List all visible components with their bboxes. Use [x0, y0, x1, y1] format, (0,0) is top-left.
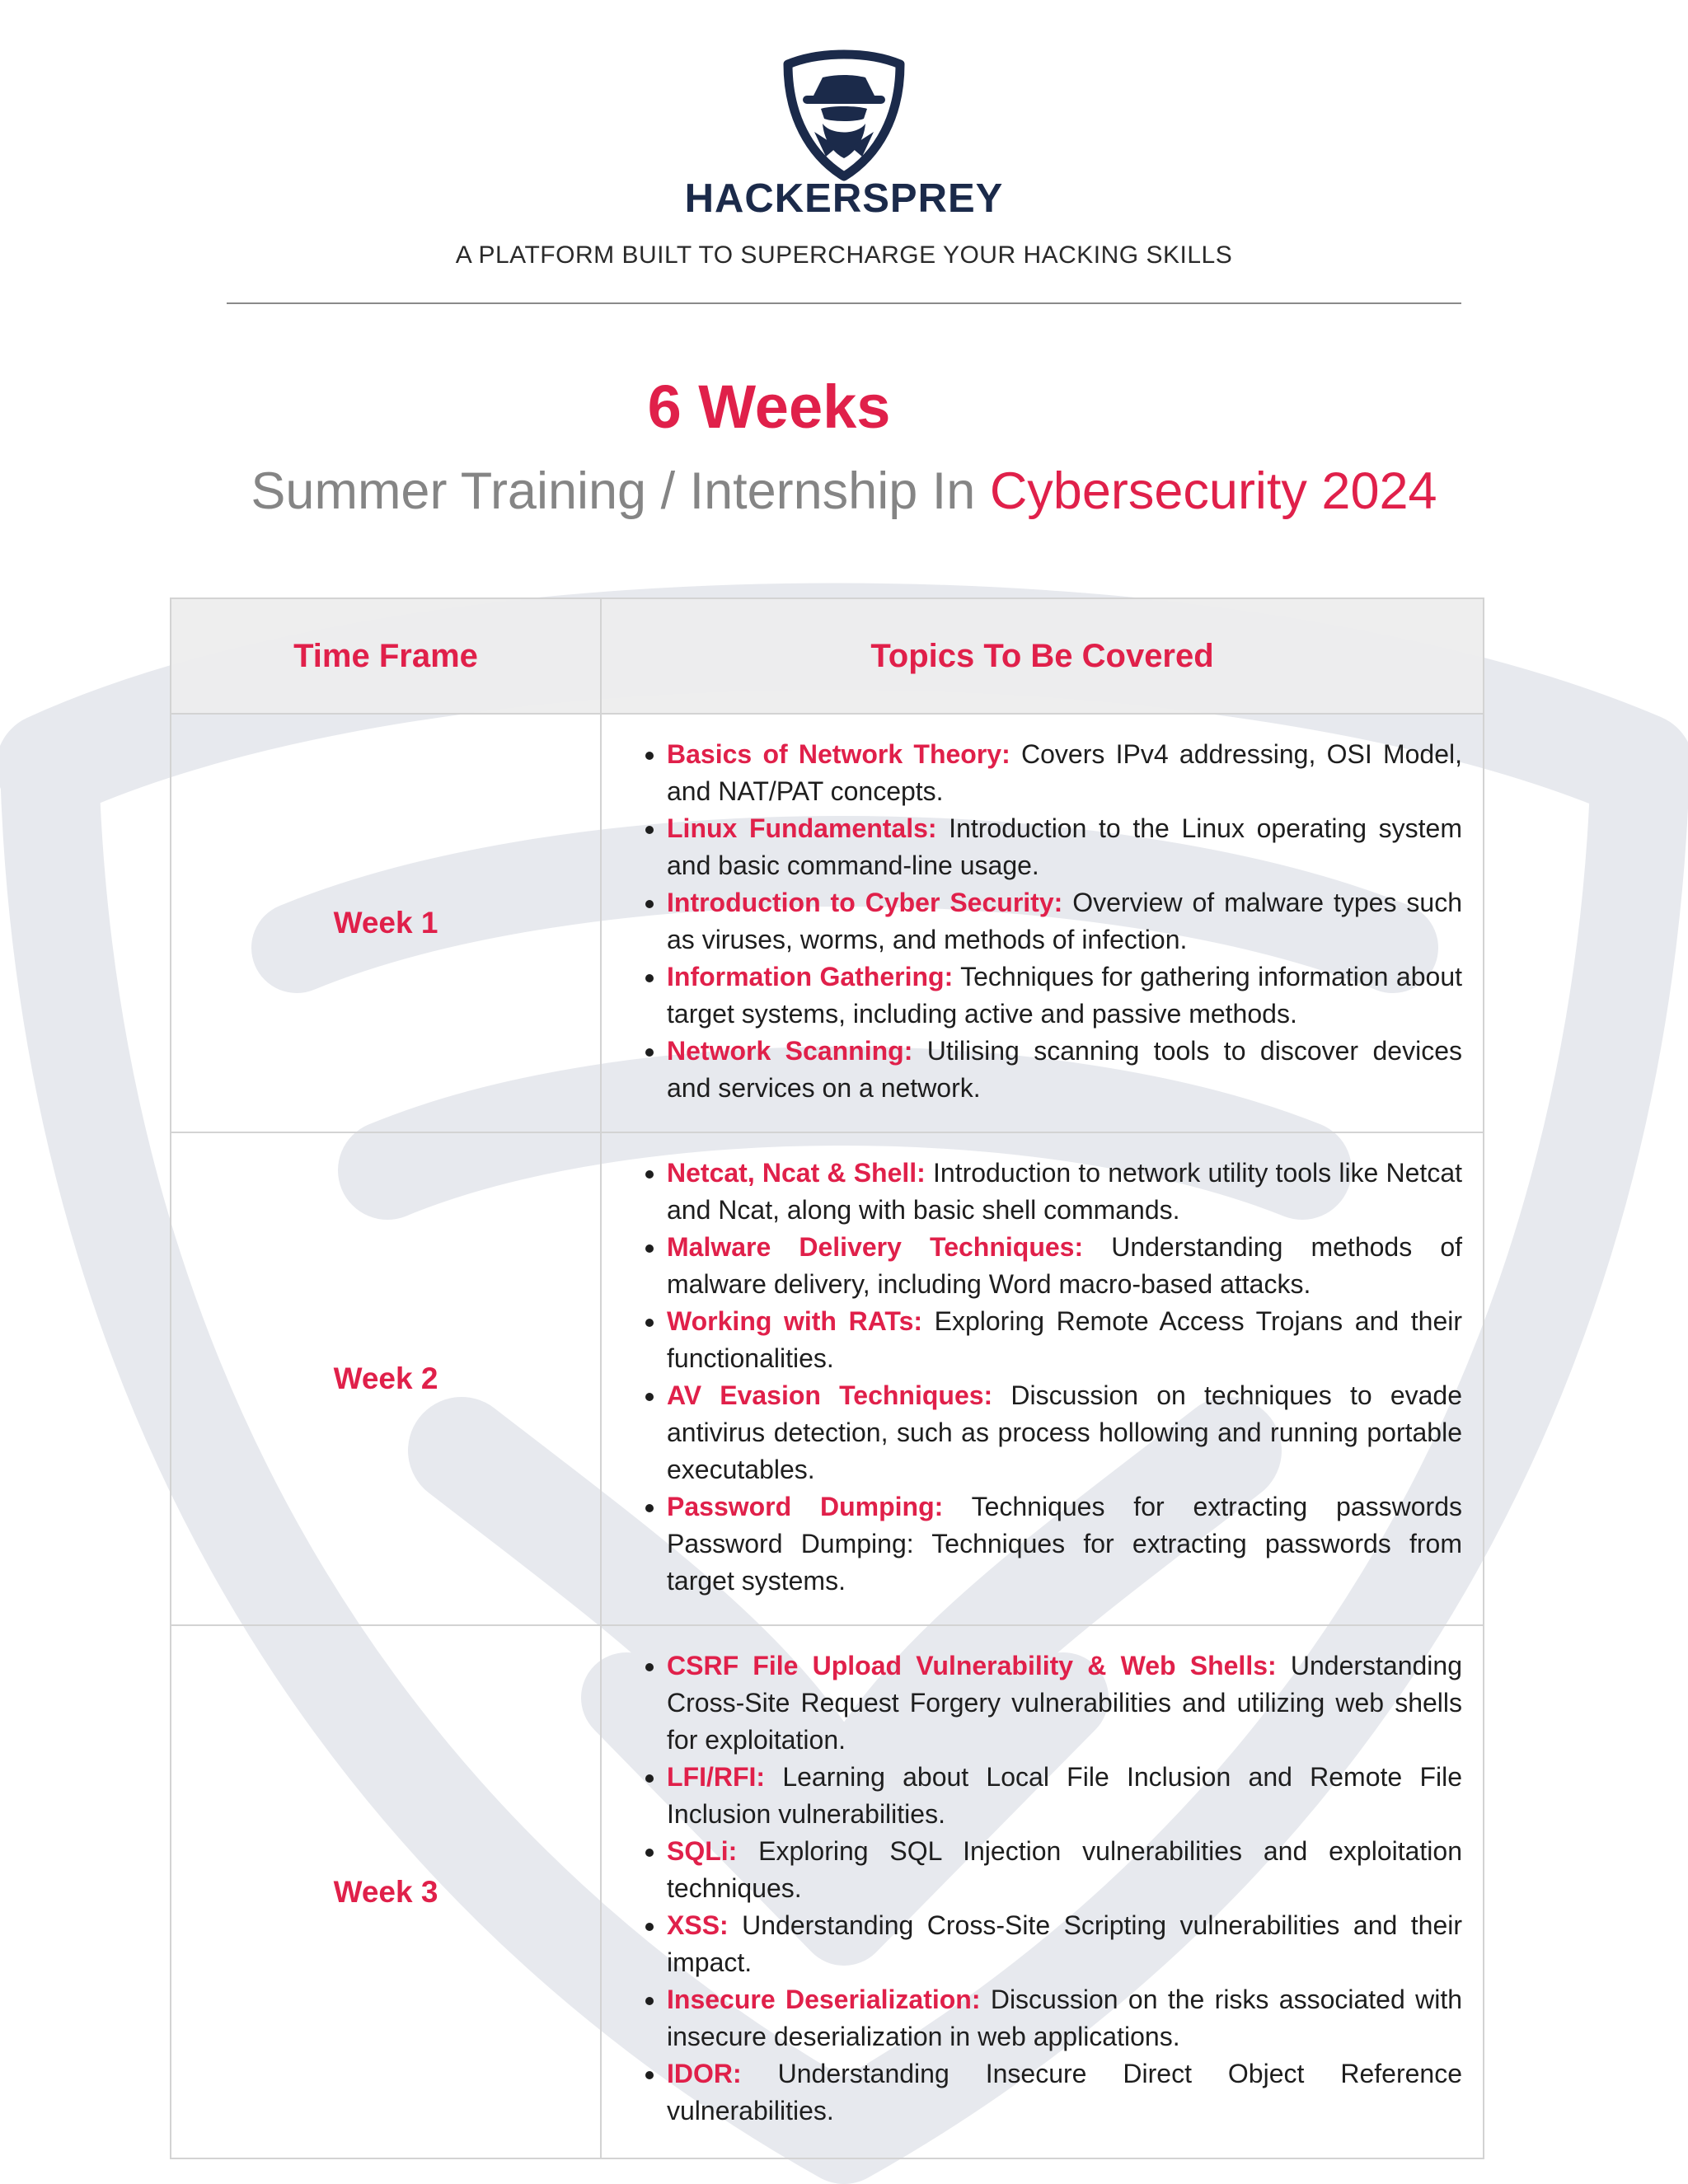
week-label: Week 1: [171, 714, 601, 1132]
topic-title: LFI/RFI:: [667, 1762, 766, 1792]
topic-list: [602, 1133, 1483, 1621]
program-title-prefix: Summer Training / Internship In: [251, 462, 990, 520]
topic-item: [667, 884, 1462, 958]
brand-name: HACKERSPREY: [684, 176, 1004, 221]
topic-description: Understanding methods of malware delivery, including Word macro-based attacks.: [667, 1232, 1463, 1299]
topic-title: Network Scanning:: [667, 1036, 913, 1066]
week-label: Week 2: [171, 1132, 601, 1625]
topic-title: AV Evasion Techniques:: [667, 1380, 993, 1410]
topic-list: [602, 1626, 1483, 2151]
topic-description: Understanding Cross-Site Scripting vulnerabilities and their impact.: [667, 1910, 1462, 1977]
topic-title: Working with RATs:: [667, 1306, 923, 1336]
topic-title: Malware Delivery Techniques:: [667, 1232, 1084, 1262]
topic-item: [667, 1033, 1462, 1107]
program-title-accent: Cybersecurity 2024: [989, 462, 1437, 520]
topic-description: Introduction to the Linux operating system and basic command-line usage.: [667, 813, 1463, 880]
topic-item: [667, 736, 1462, 810]
topic-item: [667, 1647, 1462, 1759]
topic-description: Introduction to network utility tools like Netcat and Ncat, along with basic shell commands.: [667, 1158, 1463, 1225]
table-header-row: [171, 598, 1484, 714]
topic-title: Linux Fundamentals:: [667, 813, 937, 843]
topic-description: Techniques for gathering information about target systems, including active and passive methods.: [667, 962, 1463, 1029]
topic-title: CSRF File Upload Vulnerability & Web Shells:: [667, 1651, 1277, 1680]
topic-description: Overview of malware types such as viruses, worms, and methods of infection.: [667, 888, 1463, 954]
topic-title: Introduction to Cyber Security:: [667, 888, 1063, 917]
topic-description: Understanding Cross-Site Request Forgery vulnerabilities and utilizing web shells for exploitation.: [667, 1651, 1463, 1755]
program-title: [0, 462, 1688, 521]
topic-description: Exploring Remote Access Trojans and their functionalities.: [667, 1306, 1463, 1373]
topic-item: [667, 1833, 1462, 1907]
brand-tagline: A PLATFORM BUILT TO SUPERCHARGE YOUR HACKING SKILLS: [455, 241, 1233, 269]
topic-item: [667, 1981, 1462, 2055]
topic-item: [667, 810, 1462, 884]
header-divider: [227, 302, 1461, 304]
table-row: [171, 1132, 1484, 1625]
topic-item: [667, 1377, 1462, 1488]
topic-description: Techniques for extracting passwords Password Dumping: Techniques for extracting passwords from target systems.: [667, 1492, 1463, 1596]
topic-item: [667, 1759, 1462, 1833]
topic-title: XSS:: [667, 1910, 729, 1940]
topic-title: IDOR:: [667, 2059, 742, 2088]
topic-item: [667, 1907, 1462, 1981]
topics-cell: [601, 1132, 1484, 1625]
topic-list: [602, 715, 1483, 1128]
topic-item: [667, 1488, 1462, 1600]
topic-description: Discussion on the risks associated with insecure deserialization in web applications.: [667, 1985, 1462, 2051]
table-row: [171, 714, 1484, 1132]
topic-item: [667, 1303, 1462, 1377]
topic-description: Utilising scanning tools to discover devices and services on a network.: [667, 1036, 1463, 1103]
topics-cell: [601, 1625, 1484, 2158]
topic-item: [667, 1229, 1462, 1303]
topic-title: Insecure Deserialization:: [667, 1985, 981, 2014]
topic-title: Netcat, Ncat & Shell:: [667, 1158, 926, 1188]
topic-item: [667, 958, 1462, 1033]
topic-title: Password Dumping:: [667, 1492, 944, 1521]
topic-title: SQLi:: [667, 1836, 738, 1866]
topic-description: Covers IPv4 addressing, OSI Model, and NAT/PAT concepts.: [667, 739, 1463, 806]
topic-title: Basics of Network Theory:: [667, 739, 1010, 769]
topic-description: Understanding Insecure Direct Object Reference vulnerabilities.: [667, 2059, 1462, 2125]
topic-description: Exploring SQL Injection vulnerabilities and exploitation techniques.: [667, 1836, 1462, 1903]
topics-cell: [601, 714, 1484, 1132]
topic-description: Learning about Local File Inclusion and Remote File Inclusion vulnerabilities.: [667, 1762, 1462, 1829]
table-row: [171, 1625, 1484, 2158]
topic-item: [667, 2055, 1462, 2130]
duration-heading: 6 Weeks: [647, 373, 891, 441]
topic-title: Information Gathering:: [667, 962, 954, 991]
hacker-shield-logo-icon: [778, 49, 910, 181]
week-label: Week 3: [171, 1625, 601, 2158]
syllabus-table: [170, 598, 1484, 2159]
topic-description: Discussion on techniques to evade antivirus detection, such as process hollowing and running portable executables.: [667, 1380, 1463, 1484]
topic-item: [667, 1155, 1462, 1229]
column-header-topics: Topics To Be Covered: [601, 598, 1484, 714]
column-header-time-frame: Time Frame: [171, 598, 601, 714]
